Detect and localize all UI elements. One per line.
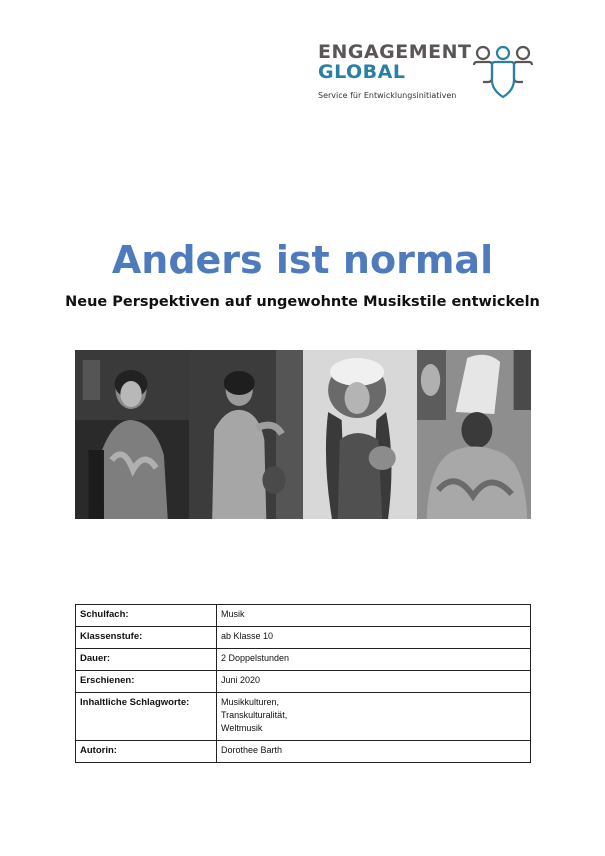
info-row xyxy=(76,627,531,649)
three-people-icon xyxy=(472,44,534,100)
info-value-line: Dorothee Barth xyxy=(221,745,283,755)
engagement-global-logo xyxy=(318,42,538,106)
info-row xyxy=(76,605,531,627)
photo-portrait-3 xyxy=(303,350,417,519)
logo-wordmark-line2: GLOBAL xyxy=(318,61,406,83)
info-table xyxy=(75,604,531,763)
info-key: Dauer: xyxy=(76,649,217,671)
info-value-line: 2 Doppelstunden xyxy=(221,653,290,663)
info-value-line: Transkulturalität, xyxy=(221,710,288,720)
info-value-line: ab Klasse 10 xyxy=(221,631,274,641)
info-value-line: Musikkulturen, xyxy=(221,697,280,707)
info-value xyxy=(217,671,531,693)
info-value xyxy=(217,605,531,627)
photo-portrait-2 xyxy=(189,350,303,519)
info-value-line: Weltmusik xyxy=(221,723,263,733)
info-row xyxy=(76,649,531,671)
logo-wordmark-line1: ENGAGEMENT xyxy=(318,41,472,63)
page-title: Anders ist normal xyxy=(111,238,494,282)
page-subtitle: Neue Perspektiven auf ungewohnte Musikstile entwickeln xyxy=(65,294,540,310)
info-key: Erschienen: xyxy=(76,671,217,693)
info-key: Klassenstufe: xyxy=(76,627,217,649)
info-value xyxy=(217,649,531,671)
info-value-line: Juni 2020 xyxy=(221,675,261,685)
info-row xyxy=(76,671,531,693)
photo-portrait-1 xyxy=(75,350,189,519)
info-key: Inhaltliche Schlagworte: xyxy=(76,693,217,741)
info-value xyxy=(217,693,531,741)
logo-tagline: Service für Entwicklungsinitiativen xyxy=(318,91,457,100)
info-key: Autorin: xyxy=(76,741,217,763)
info-value xyxy=(217,741,531,763)
info-row xyxy=(76,693,531,741)
info-value xyxy=(217,627,531,649)
photo-portrait-4 xyxy=(417,350,531,519)
info-value-line: Musik xyxy=(221,609,245,619)
info-key: Schulfach: xyxy=(76,605,217,627)
photo-strip xyxy=(75,350,531,519)
info-row xyxy=(76,741,531,763)
